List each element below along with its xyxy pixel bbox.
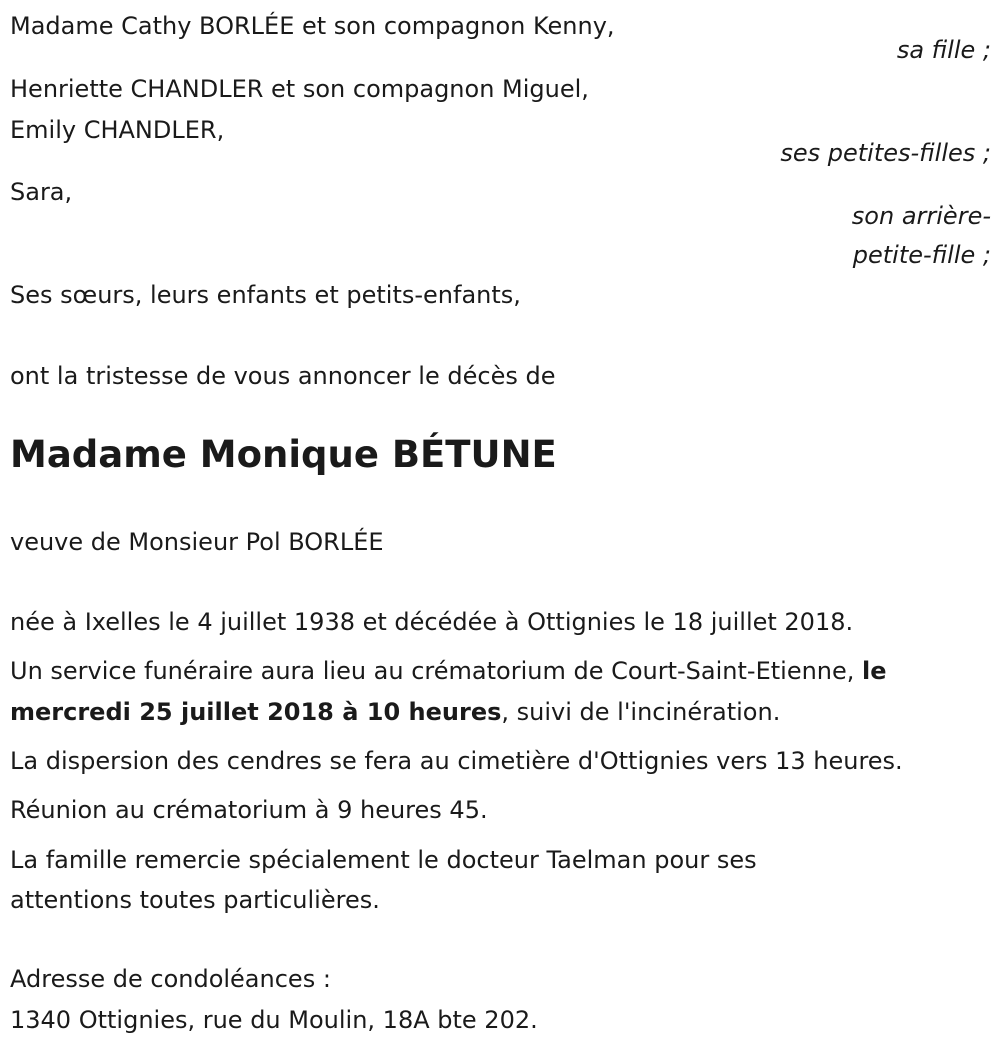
widow-of: veuve de Monsieur Pol BORLÉE (10, 528, 384, 556)
role-granddaughters: ses petites-filles ; (780, 139, 991, 167)
ash-dispersion: La dispersion des cendres se fera au cimetière d'Ottignies vers 13 heures. (10, 747, 903, 775)
service-line-2 (10, 692, 780, 732)
service-text-end: , suivi de l'incinération. (501, 698, 781, 726)
family-line-granddaughter-1: Henriette CHANDLER et son compagnon Miguel, (10, 75, 589, 103)
meeting-info: Réunion au crématorium à 9 heures 45. (10, 796, 488, 824)
service-date-bold: mercredi 25 juillet 2018 à 10 heures (10, 698, 502, 726)
role-great-granddaughter-a: son arrière- (851, 202, 991, 230)
service-date-bold-start: le (862, 657, 887, 685)
role-daughter: sa fille ; (896, 36, 991, 64)
thanks-line-1: La famille remercie spécialement le docteur Taelman pour ses (10, 846, 757, 874)
family-line-daughter: Madame Cathy BORLÉE et son compagnon Kenny, (10, 12, 615, 40)
service-text: Un service funéraire aura lieu au crématorium de Court-Saint-Etienne, (10, 657, 863, 685)
role-great-granddaughter-b: petite-fille ; (852, 241, 991, 269)
condolence-address-label: Adresse de condoléances : (10, 965, 331, 993)
birth-death-dates: née à Ixelles le 4 juillet 1938 et décédée à Ottignies le 18 juillet 2018. (10, 608, 854, 636)
thanks-line-2: attentions toutes particulières. (10, 886, 380, 914)
family-line-great-granddaughter: Sara, (10, 178, 73, 206)
family-line-sisters: Ses sœurs, leurs enfants et petits-enfants, (10, 281, 521, 309)
announcement: ont la tristesse de vous annoncer le décès de (10, 362, 556, 390)
condolence-address: 1340 Ottignies, rue du Moulin, 18A bte 202. (10, 1006, 538, 1034)
service-line-1 (10, 651, 887, 691)
deceased-name: Madame Monique BÉTUNE (10, 433, 557, 476)
family-line-granddaughter-2: Emily CHANDLER, (10, 116, 225, 144)
